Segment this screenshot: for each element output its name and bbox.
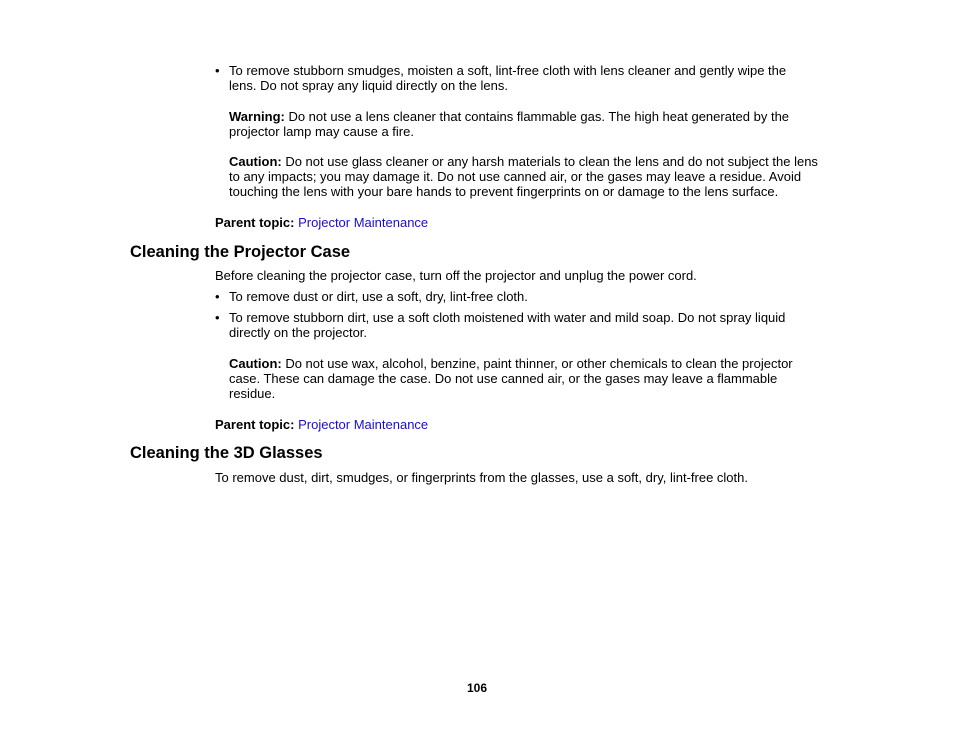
lens-warning-note	[229, 109, 809, 139]
caution-text: Do not use glass cleaner or any harsh materials to clean the lens and do not subject the lens to any impacts; you may damage it. Do not use canned air, or the gases may leave a residue. Avoid touching the lens with your bare hands to prevent fingerprints on or damage to the lens surface.	[229, 154, 818, 199]
section-heading-3d-glasses: Cleaning the 3D Glasses	[130, 444, 323, 462]
page-number: 106	[466, 681, 488, 695]
parent-topic-link[interactable]: Projector Maintenance	[298, 417, 429, 432]
parent-topic-label: Parent topic:	[215, 215, 295, 230]
case-caution-note	[229, 356, 809, 401]
section-intro: To remove dust, dirt, smudges, or fingerprints from the glasses, use a soft, dry, lint-free cloth.	[215, 470, 748, 485]
bullet-marker: •	[215, 63, 220, 78]
lens-caution-note	[229, 154, 829, 199]
parent-topic	[215, 215, 428, 230]
section-heading-projector-case: Cleaning the Projector Case	[130, 243, 351, 261]
caution-label: Caution:	[229, 154, 282, 169]
list-item: To remove dust or dirt, use a soft, dry, lint-free cloth.	[229, 289, 528, 304]
caution-label: Caution:	[229, 356, 282, 371]
caution-text: Do not use wax, alcohol, benzine, paint thinner, or other chemicals to clean the projector case. These can damage the case. Do not use canned air, or the gases may leave a flammable residue.	[229, 356, 793, 401]
parent-topic-label: Parent topic:	[215, 417, 295, 432]
parent-topic	[215, 417, 428, 432]
list-item: To remove stubborn dirt, use a soft cloth moistened with water and mild soap. Do not spray liquid directly on the projector.	[229, 310, 786, 340]
bullet-marker: •	[215, 310, 220, 325]
lens-smudge-bullet: To remove stubborn smudges, moisten a soft, lint-free cloth with lens cleaner and gently wipe the lens. Do not spray any liquid directly on the lens.	[229, 63, 787, 93]
warning-text: Do not use a lens cleaner that contains flammable gas. The high heat generated by the projector lamp may cause a fire.	[229, 109, 790, 139]
warning-label: Warning:	[229, 109, 285, 124]
parent-topic-link[interactable]: Projector Maintenance	[298, 215, 429, 230]
bullet-marker: •	[215, 289, 220, 304]
section-intro: Before cleaning the projector case, turn off the projector and unplug the power cord.	[215, 268, 697, 283]
